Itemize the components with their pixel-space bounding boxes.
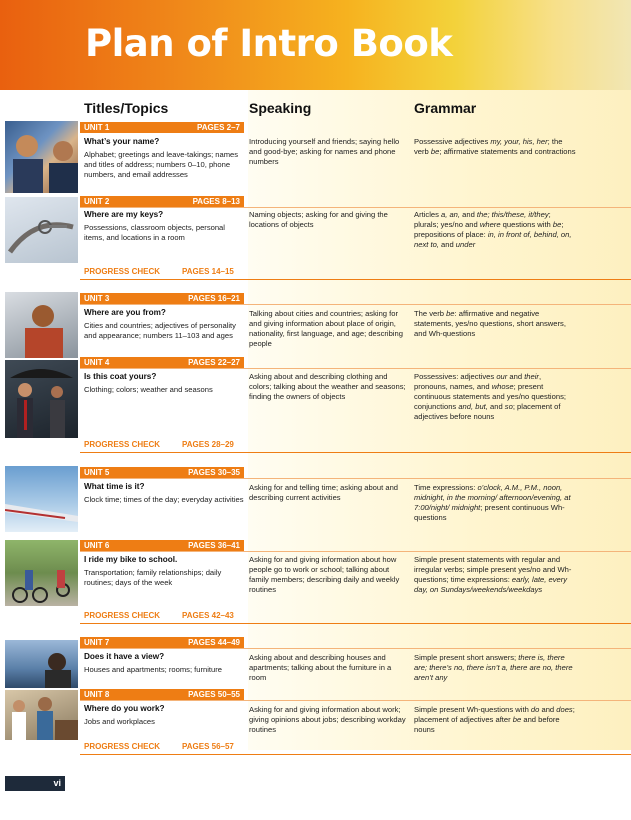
grammar-term: their: [524, 372, 539, 381]
section-divider: [80, 754, 631, 755]
grammar-term: be: [512, 715, 522, 724]
workplace-image: [5, 690, 78, 740]
unit-1-photo: [5, 121, 78, 193]
unit-3-title: Where are you from?: [84, 308, 166, 317]
progress-check-2: [84, 440, 244, 449]
progress-pages: PAGES 28–29: [182, 440, 234, 449]
unit-label: UNIT 7: [84, 638, 110, 647]
unit-3-photo: [5, 292, 78, 358]
grammar-text: and: [487, 402, 505, 411]
grammar-text: questions with: [500, 220, 553, 229]
unit-8-photo: [5, 690, 78, 740]
grammar-term: a, an,: [441, 210, 461, 219]
grammar-text: ; prepositions of place:: [414, 220, 564, 239]
grammar-text: ; present continuous statements and yes/no questions; conjunctions: [414, 382, 566, 411]
progress-label: PROGRESS CHECK: [84, 440, 161, 449]
unit-1-header: [80, 122, 244, 133]
grammar-text: ; the verb: [414, 137, 563, 156]
progress-label: PROGRESS CHECK: [84, 267, 161, 276]
unit-2-title: Where are my keys?: [84, 210, 164, 219]
grammar-term: be: [430, 147, 440, 156]
grammar-term: and, but,: [458, 402, 488, 411]
page-title: Plan of Intro Book: [85, 22, 453, 65]
unit-7-topics: Houses and apartments; rooms; furniture: [84, 665, 223, 674]
grammar-term: in, in front of, behind, on, next to,: [414, 230, 572, 249]
section-divider: [80, 452, 631, 453]
people-greeting-image: [5, 121, 78, 193]
grammar-text: : affirmative and negative statements, yes/no questions, short answers, and: [414, 309, 566, 338]
unit-label: UNIT 5: [84, 468, 110, 477]
grammar-text: The verb: [414, 309, 447, 318]
unit-label: UNIT 8: [84, 690, 110, 699]
unit-5-speaking: Asking for and telling time; asking about and describing current activities: [249, 483, 399, 502]
unit-2-speaking: Naming objects; asking for and giving the locations of objects: [249, 210, 388, 229]
unit-pages: PAGES 36–41: [188, 541, 240, 550]
unit-1-topics: Alphabet; greetings and leave-takings; names and titles of address; numbers 0–10, phone numbers, and email addresses: [84, 150, 239, 179]
unit-5-title: What time is it?: [84, 482, 145, 491]
grammar-text: and: [507, 372, 525, 381]
unit-1-grammar: [414, 137, 576, 157]
unit-pages: PAGES 22–27: [188, 358, 240, 367]
progress-label: PROGRESS CHECK: [84, 742, 161, 751]
grammar-text: -questions: [440, 329, 476, 338]
grammar-text: Simple present Wh-questions with: [414, 705, 531, 714]
row-divider: [80, 368, 631, 369]
unit-2-topics: Possessions, classroom objects, personal items, and locations in a room: [84, 223, 225, 242]
grammar-term: whose: [491, 382, 514, 391]
unit-7-title: Does it have a view?: [84, 652, 165, 661]
unit-pages: PAGES 16–21: [188, 294, 240, 303]
title-banner: [0, 0, 631, 90]
grammar-text: Possessive adjectives: [414, 137, 491, 146]
progress-pages: PAGES 56–57: [182, 742, 234, 751]
progress-check-3: [84, 611, 244, 620]
column-header-grammar: Grammar: [414, 100, 477, 116]
grammar-term: my, your, his, her: [490, 137, 548, 146]
unit-7-photo: [5, 640, 78, 688]
grammar-text: Time expressions:: [414, 483, 478, 492]
grammar-term: our: [496, 372, 508, 381]
grammar-term: where: [479, 220, 501, 229]
grammar-text: ; present continuous Wh-questions: [414, 503, 565, 522]
unit-pages: PAGES 50–55: [188, 690, 240, 699]
unit-5-photo: [5, 466, 78, 532]
unit-7-grammar: [414, 653, 576, 683]
progress-check-1: [84, 267, 244, 276]
section-divider: [80, 279, 631, 280]
unit-5-topics: Clock time; times of the day; everyday activities: [84, 495, 244, 504]
unit-3-grammar: [414, 309, 576, 339]
unit-6-photo: [5, 540, 78, 606]
unit-8-speaking: Asking for and giving information about work; giving opinions about jobs; describing workday routines: [249, 705, 406, 734]
unit-4-photo: [5, 360, 78, 438]
grammar-term: be: [552, 220, 562, 229]
grammar-text: and: [438, 240, 456, 249]
grammar-term: so: [504, 402, 513, 411]
grammar-text: ; plurals; yes/no and: [414, 210, 551, 229]
unit-pages: PAGES 30–35: [188, 468, 240, 477]
grammar-text: ; affirmative statements and contractions: [439, 147, 576, 156]
page-number: vi: [5, 776, 65, 791]
unit-6-title: I ride my bike to school.: [84, 555, 178, 564]
grammar-text: ; placement of adjectives after: [414, 705, 575, 724]
grammar-text: Wh: [428, 329, 441, 338]
unit-5-grammar: [414, 483, 576, 523]
unit-pages: PAGES 8–13: [192, 197, 240, 206]
unit-label: UNIT 1: [84, 123, 110, 132]
unit-pages: PAGES 2–7: [197, 123, 240, 132]
cyclists-image: [5, 540, 78, 606]
grammar-term: under: [455, 240, 476, 249]
row-divider: [80, 700, 631, 701]
keys-hand-image: [5, 197, 78, 263]
progress-pages: PAGES 14–15: [182, 267, 234, 276]
grammar-text: Articles: [414, 210, 442, 219]
unit-8-topics: Jobs and workplaces: [84, 717, 155, 726]
grammar-text: and before nouns: [414, 715, 560, 734]
row-divider: [80, 478, 631, 479]
airplane-wing-image: [5, 466, 78, 532]
section-divider: [80, 623, 631, 624]
column-header-topics: Titles/Topics: [84, 100, 169, 116]
grammar-term: does: [556, 705, 573, 714]
row-divider: [80, 207, 631, 208]
unit-4-speaking: Asking about and describing clothing and colors; talking about the weather and seasons; finding the owners of objects: [249, 372, 406, 401]
unit-6-speaking: Asking for and giving information about how people go to work or school; talking about family members; describing daily and weekly routines: [249, 555, 400, 594]
unit-8-header: [80, 689, 244, 700]
grammar-text: , pronouns, names, and: [414, 372, 542, 391]
grammar-text: ; placement of adjectives before nouns: [414, 402, 561, 421]
unit-1-title: What’s your name?: [84, 137, 160, 146]
column-header-speaking: Speaking: [249, 100, 312, 116]
city-person-image: [5, 292, 78, 358]
grammar-term: the; this/these, it/they: [476, 210, 549, 219]
unit-4-topics: Clothing; colors; weather and seasons: [84, 385, 213, 394]
grammar-text: Simple present short answers;: [414, 653, 519, 662]
unit-3-header: [80, 293, 244, 304]
unit-6-grammar: [414, 555, 576, 595]
unit-4-header: [80, 357, 244, 368]
unit-2-header: [80, 196, 244, 207]
progress-pages: PAGES 42–43: [182, 611, 234, 620]
unit-2-photo: [5, 197, 78, 263]
grammar-text: Simple present statements with regular and irregular verbs; simple present yes/no and Wh-questions; time expressions:: [414, 555, 572, 584]
umbrella-people-image: [5, 360, 78, 438]
grammar-term: there is, there are; there’s no, there isn’t a, there are no, there aren’t any: [414, 653, 573, 682]
unit-5-header: [80, 467, 244, 478]
view-window-image: [5, 640, 78, 688]
row-divider: [80, 648, 631, 649]
row-divider: [80, 304, 631, 305]
progress-label: PROGRESS CHECK: [84, 611, 161, 620]
grammar-term: early, late, every day, on Sundays/weekends/weekdays: [414, 575, 568, 594]
unit-8-grammar: [414, 705, 576, 735]
row-divider: [80, 551, 631, 552]
unit-label: UNIT 4: [84, 358, 110, 367]
grammar-text: and: [460, 210, 477, 219]
unit-6-header: [80, 540, 244, 551]
unit-4-title: Is this coat yours?: [84, 372, 157, 381]
unit-7-header: [80, 637, 244, 648]
unit-pages: PAGES 44–49: [188, 638, 240, 647]
progress-check-4: [84, 742, 244, 751]
unit-8-title: Where do you work?: [84, 704, 165, 713]
unit-label: UNIT 6: [84, 541, 110, 550]
unit-label: UNIT 2: [84, 197, 110, 206]
unit-3-speaking: Talking about cities and countries; asking for and giving information about place of origin, nationality, first language, and age; describing people: [249, 309, 403, 348]
unit-label: UNIT 3: [84, 294, 110, 303]
grammar-text: Possessives: adjectives: [414, 372, 497, 381]
unit-6-topics: Transportation; family relationships; daily routines; days of the week: [84, 568, 222, 587]
unit-1-speaking: Introducing yourself and friends; saying hello and good-bye; asking for names and phone numbers: [249, 137, 400, 166]
unit-7-speaking: Asking about and describing houses and apartments; talking about the furniture in a room: [249, 653, 392, 682]
unit-3-topics: Cities and countries; adjectives of personality and appearance; numbers 11–103 and ages: [84, 321, 236, 340]
unit-2-grammar: [414, 210, 576, 250]
grammar-term: be: [446, 309, 455, 318]
grammar-text: and: [539, 705, 557, 714]
grammar-term: do: [530, 705, 540, 714]
unit-4-grammar: [414, 372, 576, 422]
grammar-term: o’clock, A.M., P.M., noon, midnight, in the morning/ afternoon/evening, at 7:00/night/ midnight: [414, 483, 571, 512]
